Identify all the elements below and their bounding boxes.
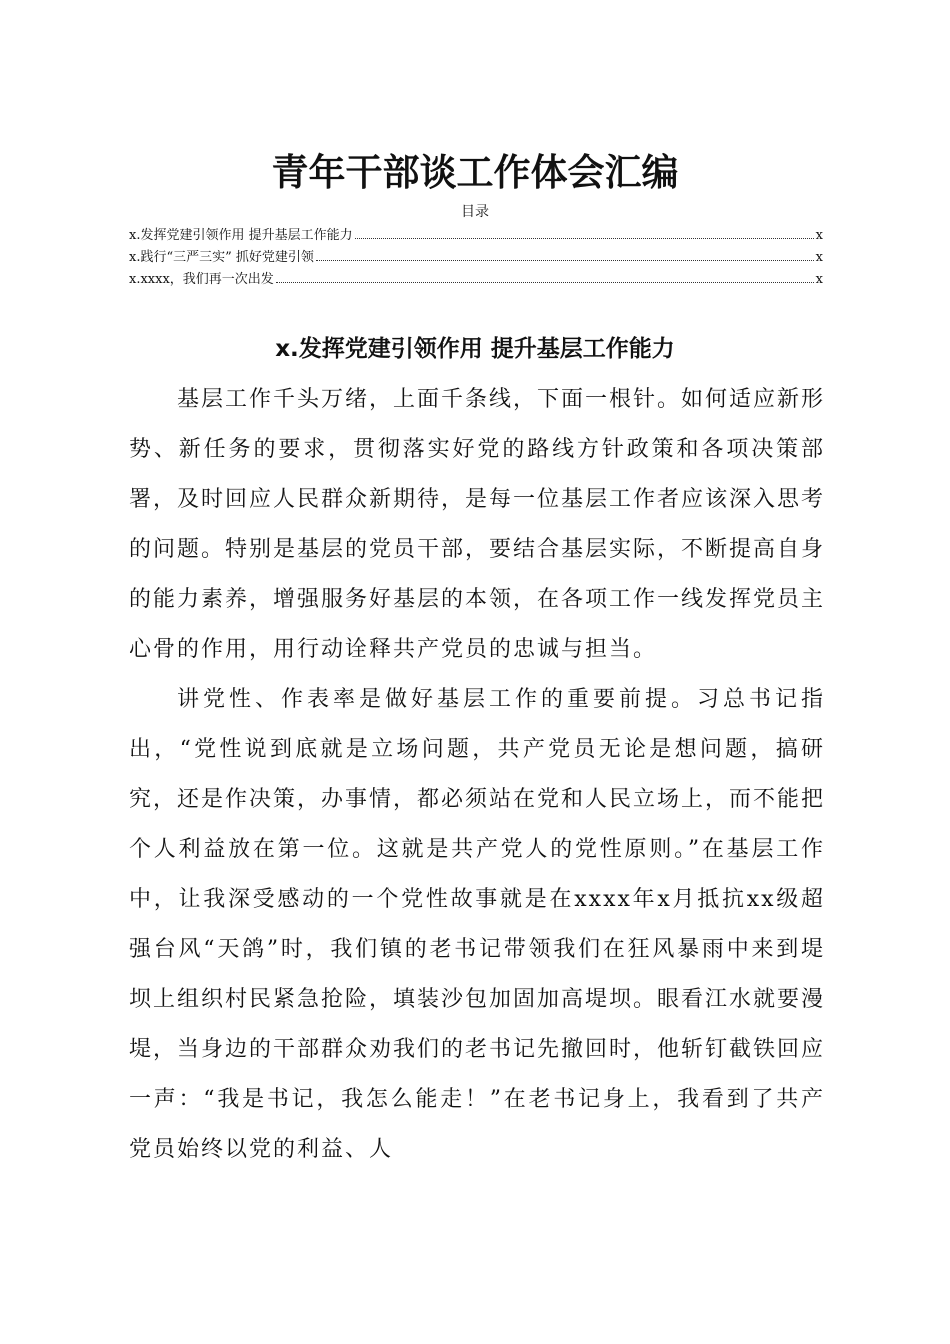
table-of-contents [129, 225, 823, 291]
paragraph: 讲党性、作表率是做好基层工作的重要前提。习总书记指出，“党性说到底就是立场问题，共产党员无论是想问题，搞研究，还是作决策，办事情，都必须站在党和人民立场上，而不能把个人利益放在第一位。这就是共产党人的党性原则。”在基层工作中，让我深受感动的一个党性故事就是在xxxx年x月抵抗xx级超强台风“天鸽”时，我们镇的老书记带领我们在狂风暴雨中来到堤坝上组织村民紧急抢险，填装沙包加固加高堤坝。眼看江水就要漫堤，当身边的干部群众劝我们的老书记先撤回时，他斩钉截铁回应一声：“我是书记，我怎么能走！”在老书记身上，我看到了共产党员始终以党的利益、人 [129, 687, 826, 1162]
toc-entry-page: x [815, 250, 823, 265]
toc-leader-dots [276, 282, 814, 283]
toc-heading: 目录 [461, 204, 489, 220]
toc-entry-label: x.践行“三严三实” 抓好党建引领 [129, 250, 314, 265]
document-title: 青年干部谈工作体会汇编 [271, 150, 679, 194]
toc-entry[interactable] [129, 225, 823, 247]
toc-entry-label: x.xxxx，我们再一次出发 [129, 272, 274, 287]
toc-leader-dots [355, 238, 814, 239]
toc-entry[interactable] [129, 247, 823, 269]
toc-entry[interactable] [129, 269, 823, 291]
toc-leader-dots [316, 260, 814, 261]
toc-entry-page: x [815, 228, 823, 243]
section-heading: x.发挥党建引领作用 提升基层工作能力 [275, 336, 675, 362]
toc-entry-page: x [815, 272, 823, 287]
paragraph: 基层工作千头万绪，上面千条线，下面一根针。如何适应新形势、新任务的要求，贯彻落实好党的路线方针政策和各项决策部署，及时回应人民群众新期待，是每一位基层工作者应该深入思考的问题。特别是基层的党员干部，要结合基层实际，不断提高自身的能力素养，增强服务好基层的本领，在各项工作一线发挥党员主心骨的作用，用行动诠释共产党员的忠诚与担当。 [129, 387, 826, 662]
body-text [129, 375, 825, 1175]
toc-entry-label: x.发挥党建引领作用 提升基层工作能力 [129, 228, 353, 243]
